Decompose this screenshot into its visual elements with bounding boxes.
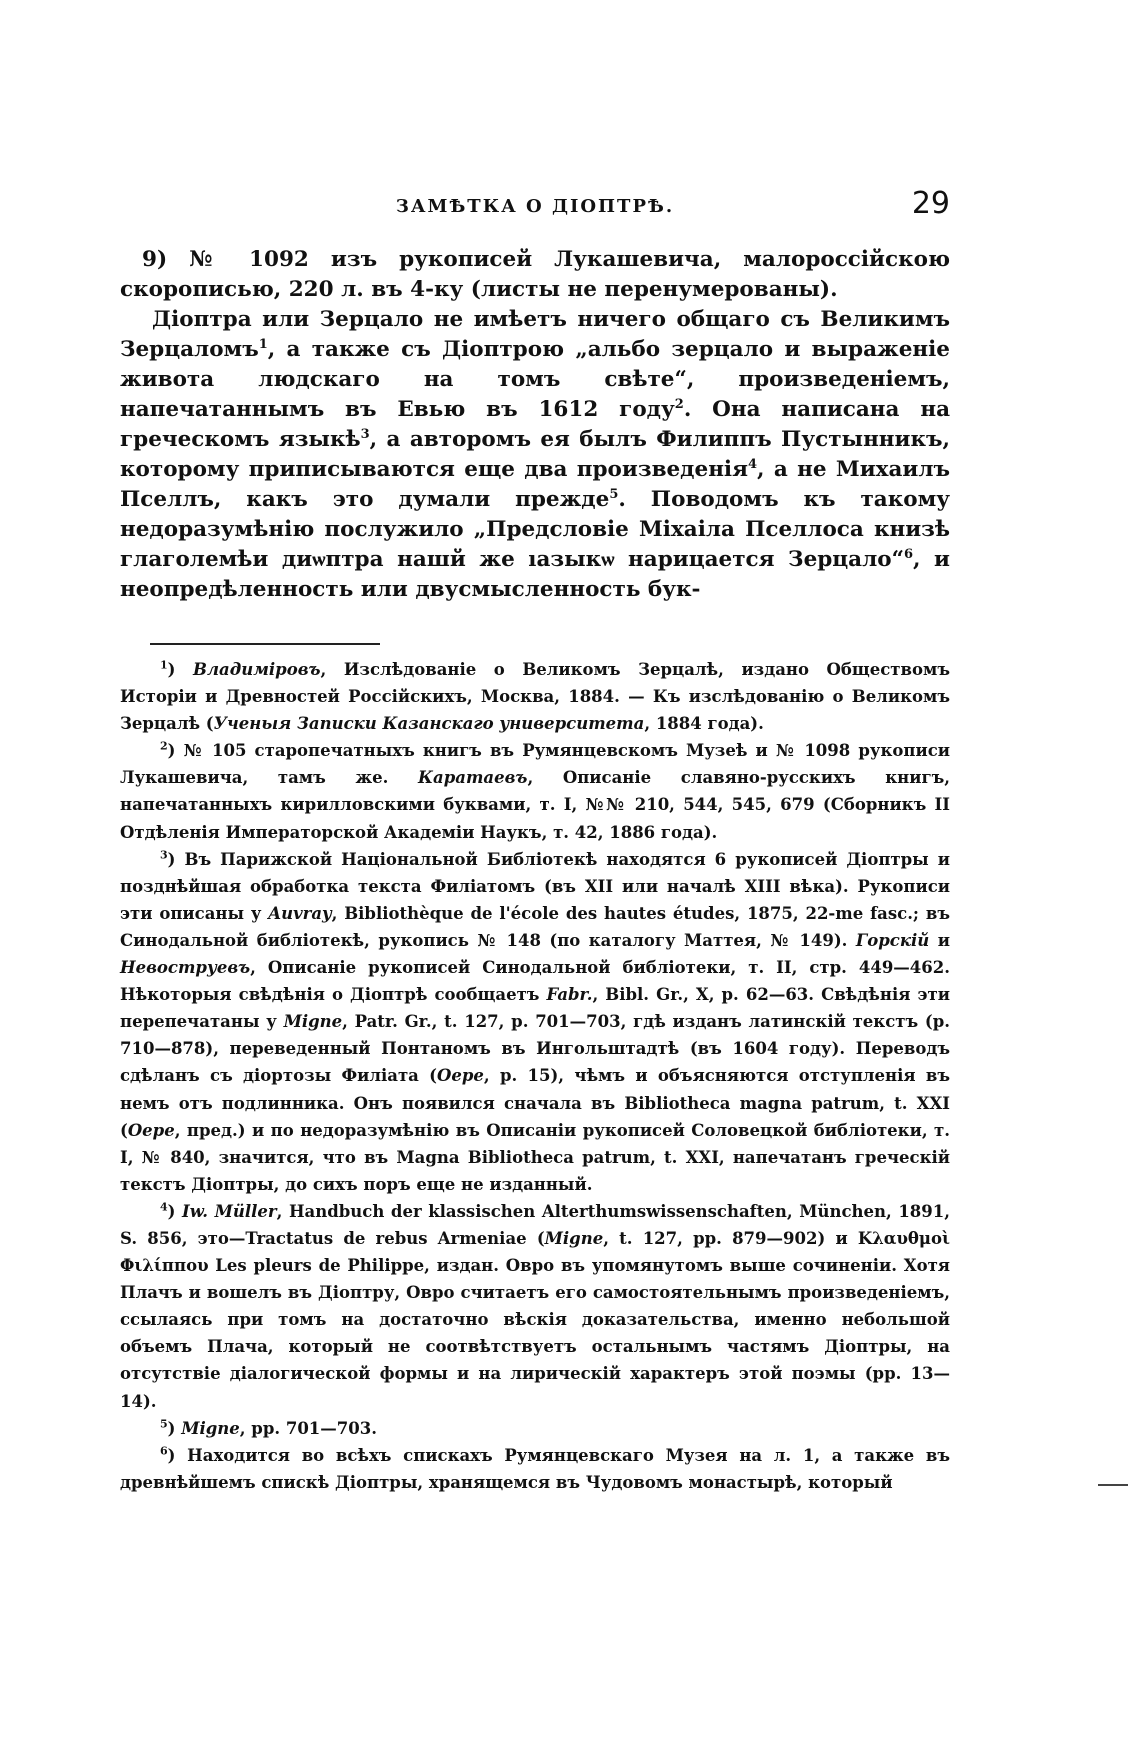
running-title: ЗАМѢТКА О ДІОПТРѢ.: [395, 196, 675, 217]
footnote-2: $^2$) № 105 старопечатныхъ книгъ въ Румянцевскомъ Музеѣ и № 1098 рукописи Лукашевича, тамъ же. Каратаевъ, Описаніе славяно-русскихъ книгъ, напечатанныхъ кирилловскими буквами, т. I, №№ 210, 544, 545, 679 (Сборникъ II Отдѣленія Императорской Академіи Наукъ, т. 42, 1886 года).: [120, 739, 950, 842]
footnote-ref-3: 3: [360, 426, 370, 442]
footnote-ref-5: 5: [609, 486, 619, 502]
footnote-divider: [150, 643, 380, 645]
footnote-5: $^5$) Migne, pp. 701—703.: [160, 1417, 377, 1438]
page-number: 29: [911, 186, 950, 221]
footnote-ref-4: 4: [747, 456, 758, 472]
main-text: [120, 245, 950, 605]
footnote-ref-6: 6: [903, 546, 914, 562]
paragraph-dioptra: Діоптра или Зерцало не имѣетъ ничего общаго съ Великимъ Зерцаломъ$^1$, а также съ Діоптрою „альбо зерцало и выраженіе живота людскаго на томъ свѣте“, произведеніемъ, напечатаннымъ въ Евью въ 1612 году$^2$. Она написана на греческомъ языкѣ$^3$, а авторомъ ея былъ Филиппъ Пустынникъ, которому приписываются еще два произведенія$^4$, а не Михаилъ Пселлъ, какъ это думали прежде$^5$. Поводомъ къ такому недоразумѣнію послужило „Предсловіе Міхаіла Пселлоса книзѣ глаголемѣи диѡптра нашй же ıазыкѡ нарицается Зерцало“$^6$, и неопредѣленность или двусмысленность бук-: [120, 307, 951, 602]
footnote-ref-1: 1: [258, 336, 268, 352]
paragraph-manuscript-entry: 9) № 1092 изъ рукописей Лукашевича, малороссійскою скорописью, 220 л. въ 4-ку (листы не перенумерованы).: [120, 247, 950, 302]
scan-edge-mark: [1098, 1484, 1128, 1486]
footnote-3: $^3$) Въ Парижской Національной Библіотекѣ находятся 6 рукописей Діоптры и позднѣйшая обработка текста Филіатомъ (въ XII или началѣ XIII вѣка). Рукописи эти описаны у Auvray, Bibliothèque de l'école des hautes études, 1875, 22-me fasc.; въ Синодальной библіотекѣ, рукопись № 148 (по каталогу Маттея, № 149). Горскій и Невоструевъ, Описаніе рукописей Синодальной библіотеки, т. II, стр. 449—462. Нѣкоторыя свѣдѣнія о Діоптрѣ сообщаетъ Fabr., Bibl. Gr., X, p. 62—63. Свѣдѣнія эти перепечатаны у Migne, Patr. Gr., t. 127, p. 701—703, гдѣ изданъ латинскій текстъ (p. 710—878), переведенный Понтаномъ въ Ингольштадтѣ (въ 1604 году). Переводъ сдѣланъ съ діортозы Филіата (Oepe, p. 15), чѣмъ и объясняются отступленія въ немъ отъ подлинника. Онъ появился сначала въ Bibliotheca magna patrum, t. XXI (Oepe, пред.) и по недоразумѣнію въ Описаніи рукописей Соловецкой библіотеки, т. I, № 840, значится, что въ Magna Bibliotheca patrum, t. XXI, напечатанъ греческій текстъ Діоптры, до сихъ поръ еще не изданный.: [120, 848, 950, 1194]
footnotes: [120, 656, 950, 1496]
footnote-1: $^1$) Владиміровъ, Изслѣдованіе о Великомъ Зерцалѣ, издано Обществомъ Исторіи и Древностей Россійскихъ, Москва, 1884. — Къ изслѣдованію о Великомъ Зерцалѣ (Ученыя Записки Казанскаго университета, 1884 года).: [120, 658, 950, 734]
running-header: [120, 186, 950, 222]
footnote-ref-2: 2: [674, 396, 684, 412]
footnote-6: $^6$) Находится во всѣхъ спискахъ Румянцевскаго Музея на л. 1, а также въ древнѣйшемъ спискѣ Діоптры, хранящемся въ Чудовомъ монастырѣ, который: [120, 1444, 950, 1492]
footnote-4: $^4$) Iw. Müller, Handbuch der klassischen Alterthumswissenschaften, München, 1891, S. 856, это—Tractatus de rebus Armeniae (Migne, t. 127, pp. 879—902) и Κλαυθμοὶ Φιλίππου Les pleurs de Philippe, издан. Оврo въ упомянутомъ выше сочиненіи. Хотя Плачъ и вошелъ въ Діоптру, Оврo считаетъ его самостоятельнымъ произведеніемъ, ссылаясь при томъ на достаточно вѣскія доказательства, именно небольшой объемъ Плача, который не соотвѣтствуетъ остальнымъ частямъ Діоптры, на отсутствіе діалогической формы и на лирическій характеръ этой поэмы (pp. 13—14).: [120, 1200, 950, 1411]
